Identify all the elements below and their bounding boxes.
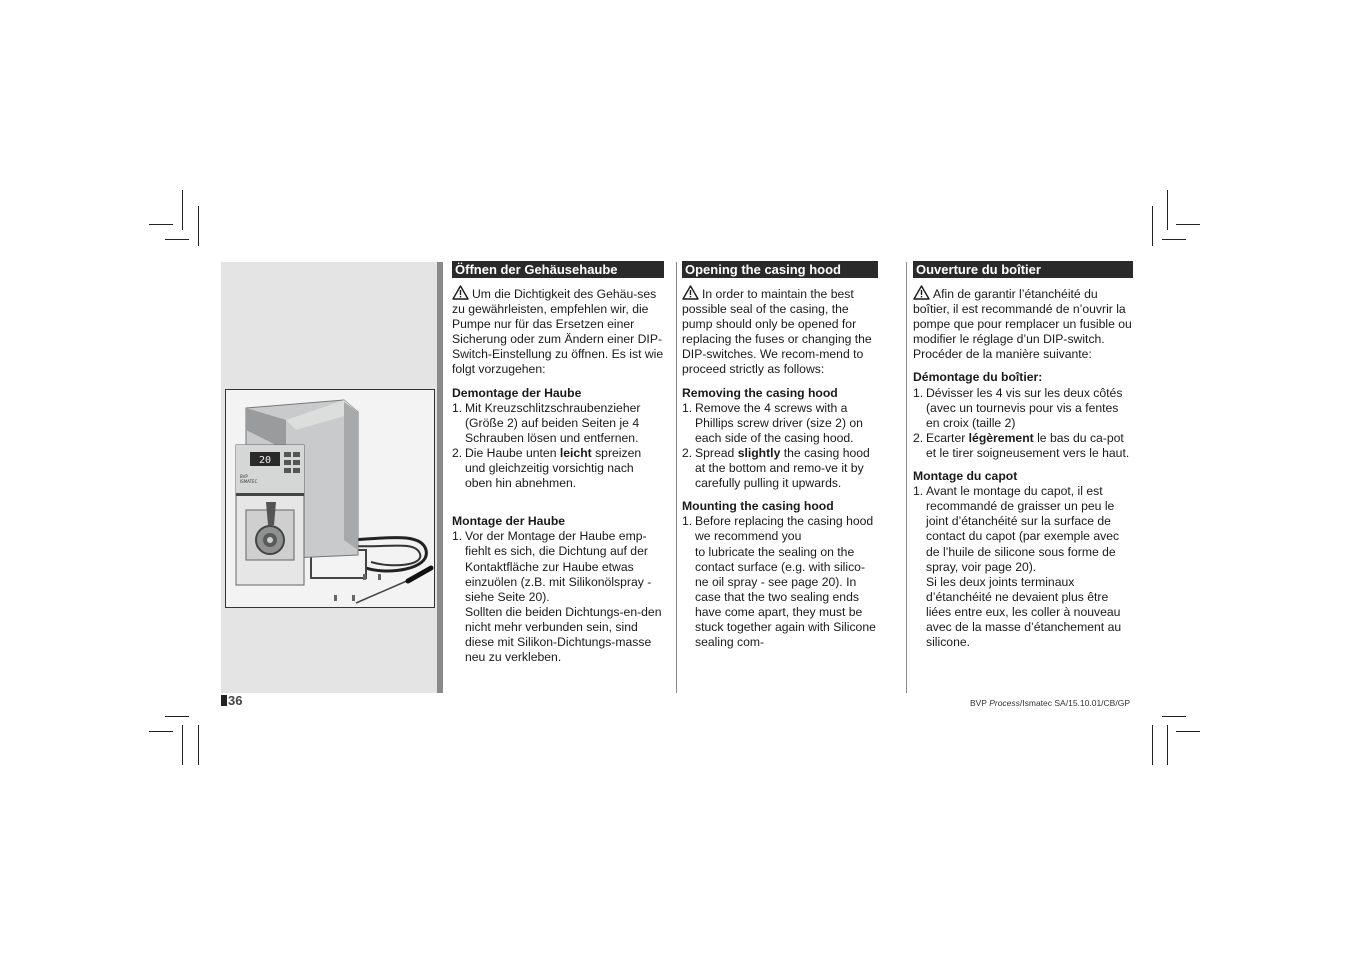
subhead-french-1: Démontage du boîtier: (913, 370, 1043, 385)
intro-english-text: In order to maintain the best possible seal of the casing, the pump should only be opened for replacing the fuses or changing the DIP-switches. We recom-mend to proceed strictly as follows: (682, 287, 872, 377)
steps-french-2 (913, 484, 1133, 650)
crop-mark (1162, 716, 1186, 717)
subhead-german-1: Demontage der Haube (452, 385, 582, 400)
column-english (682, 261, 878, 658)
steps-english-2 (682, 514, 878, 650)
list-item: 2. Spread slightly the casing hood at the bottom and remo-ve it by carefully pulling it upwards. (682, 445, 870, 491)
brand-label-2: ISMATEC (240, 479, 258, 484)
column-german (452, 261, 664, 673)
crop-mark (1176, 731, 1200, 732)
steps-french-1 (913, 386, 1133, 461)
list-item: 1. Remove the 4 screws with a Phillips screw driver (size 2) on each side of the casing hood. (682, 400, 863, 445)
list-item: 2. Die Haube unten leicht spreizen und gleichzeitig vorsichtig nach oben hin abnehmen. (452, 445, 642, 491)
list-item: 1. Mit Kreuzschlitzschraubenzieher (Größe 2) auf beiden Seiten je 4 Schrauben lösen und entfernen. (452, 400, 641, 445)
crop-mark (1152, 725, 1153, 765)
heading-german: Öffnen der Gehäusehaube (452, 261, 664, 278)
brand-label-1: BVP (240, 474, 248, 479)
column-divider (676, 262, 677, 693)
display-value: 20 (258, 455, 272, 466)
footer-reference: BVP Process/Ismatec SA/15.10.01/CB/GP (969, 698, 1130, 708)
page-number: 36 (221, 693, 242, 708)
list-item: 1. Avant le montage du capot, il est recommandé de graisser un peu le joint d’étanchéité sur la surface de contact du capot (par exemple avec de l’huile de silicone sous forme de spray, voir page 20). Si les deux joints terminaux d’étanchéité ne devaient plus être liées entre eux, les coller à nouveau avec de la masse d’étanchement au silicone. (913, 484, 1122, 650)
list-item: 1. Before replacing the casing hood we recommend you to lubricate the sealing on the contact surface (e.g. with silico-ne oil spray - see page 20). In case that the two sealing ends have come apart, they must be stuck together again with Silicone sealing com- (682, 514, 876, 650)
crop-mark (1167, 725, 1168, 765)
subhead-french-2: Montage du capot (913, 469, 1018, 484)
pump-photo (225, 389, 435, 608)
crop-mark (182, 725, 183, 765)
panel-edge-bar (437, 262, 443, 693)
intro-french-text: Afin de garantir l’étanchéité du boîtier, il est recommandé de n’ouvrir la pompe que pour remplacer un fusible ou modifier le réglage d’un DIP-switch. Procéder de la manière suivante: (913, 287, 1132, 362)
crop-mark (182, 190, 183, 230)
intro-french (913, 285, 1133, 362)
crop-mark (1167, 190, 1168, 230)
crop-mark (165, 716, 189, 717)
subhead-english-1: Removing the casing hood (682, 385, 838, 400)
crop-mark (165, 239, 189, 240)
crop-mark (198, 725, 199, 765)
list-item: 2. Ecarter légèrement le bas du ca-pot et le tirer soigneusement vers le haut. (913, 430, 1130, 460)
steps-german-1 (452, 401, 664, 492)
column-french (913, 261, 1133, 658)
steps-english-1 (682, 401, 878, 492)
warning-icon (913, 285, 930, 300)
crop-mark (1176, 224, 1200, 225)
heading-french: Ouverture du boîtier (913, 261, 1133, 278)
intro-german-text: Um die Dichtigkeit des Gehäu-ses zu gewährleisten, empfehlen wir, die Pumpe nur für das Ersetzen einer Sicherung oder zum Ändern einer DIP-Switch-Einstellung zu öffnen. Es ist wie folgt vorzugehen: (452, 287, 664, 377)
column-divider (906, 262, 907, 693)
intro-german (452, 285, 664, 378)
crop-mark (198, 206, 199, 246)
crop-mark (1162, 239, 1186, 240)
intro-english (682, 285, 878, 378)
steps-german-2 (452, 529, 664, 665)
subhead-english-2: Mounting the casing hood (682, 499, 834, 514)
pump-illustration (226, 390, 434, 607)
subhead-german-2: Montage der Haube (452, 514, 566, 529)
list-item: 1. Dévisser les 4 vis sur les deux côtés (avec un tournevis pour vis a fentes en croix (taille 2) (913, 385, 1123, 430)
crop-mark (149, 224, 173, 225)
warning-icon (682, 285, 699, 300)
warning-icon (452, 285, 469, 300)
crop-mark (149, 731, 173, 732)
list-item: 1. Vor der Montage der Haube emp-fiehlt es sich, die Dichtung auf der Kontaktfläche zur Haube etwas einzuölen (z.B. mit Silikonölspray - siehe Seite 20). Sollten die beiden Dichtungs-en-den nicht mehr verbunden sein, sind diese mit Silikon-Dichtungs-masse neu zu verkleben. (452, 529, 662, 665)
heading-english: Opening the casing hood (682, 261, 878, 278)
crop-mark (1152, 206, 1153, 246)
